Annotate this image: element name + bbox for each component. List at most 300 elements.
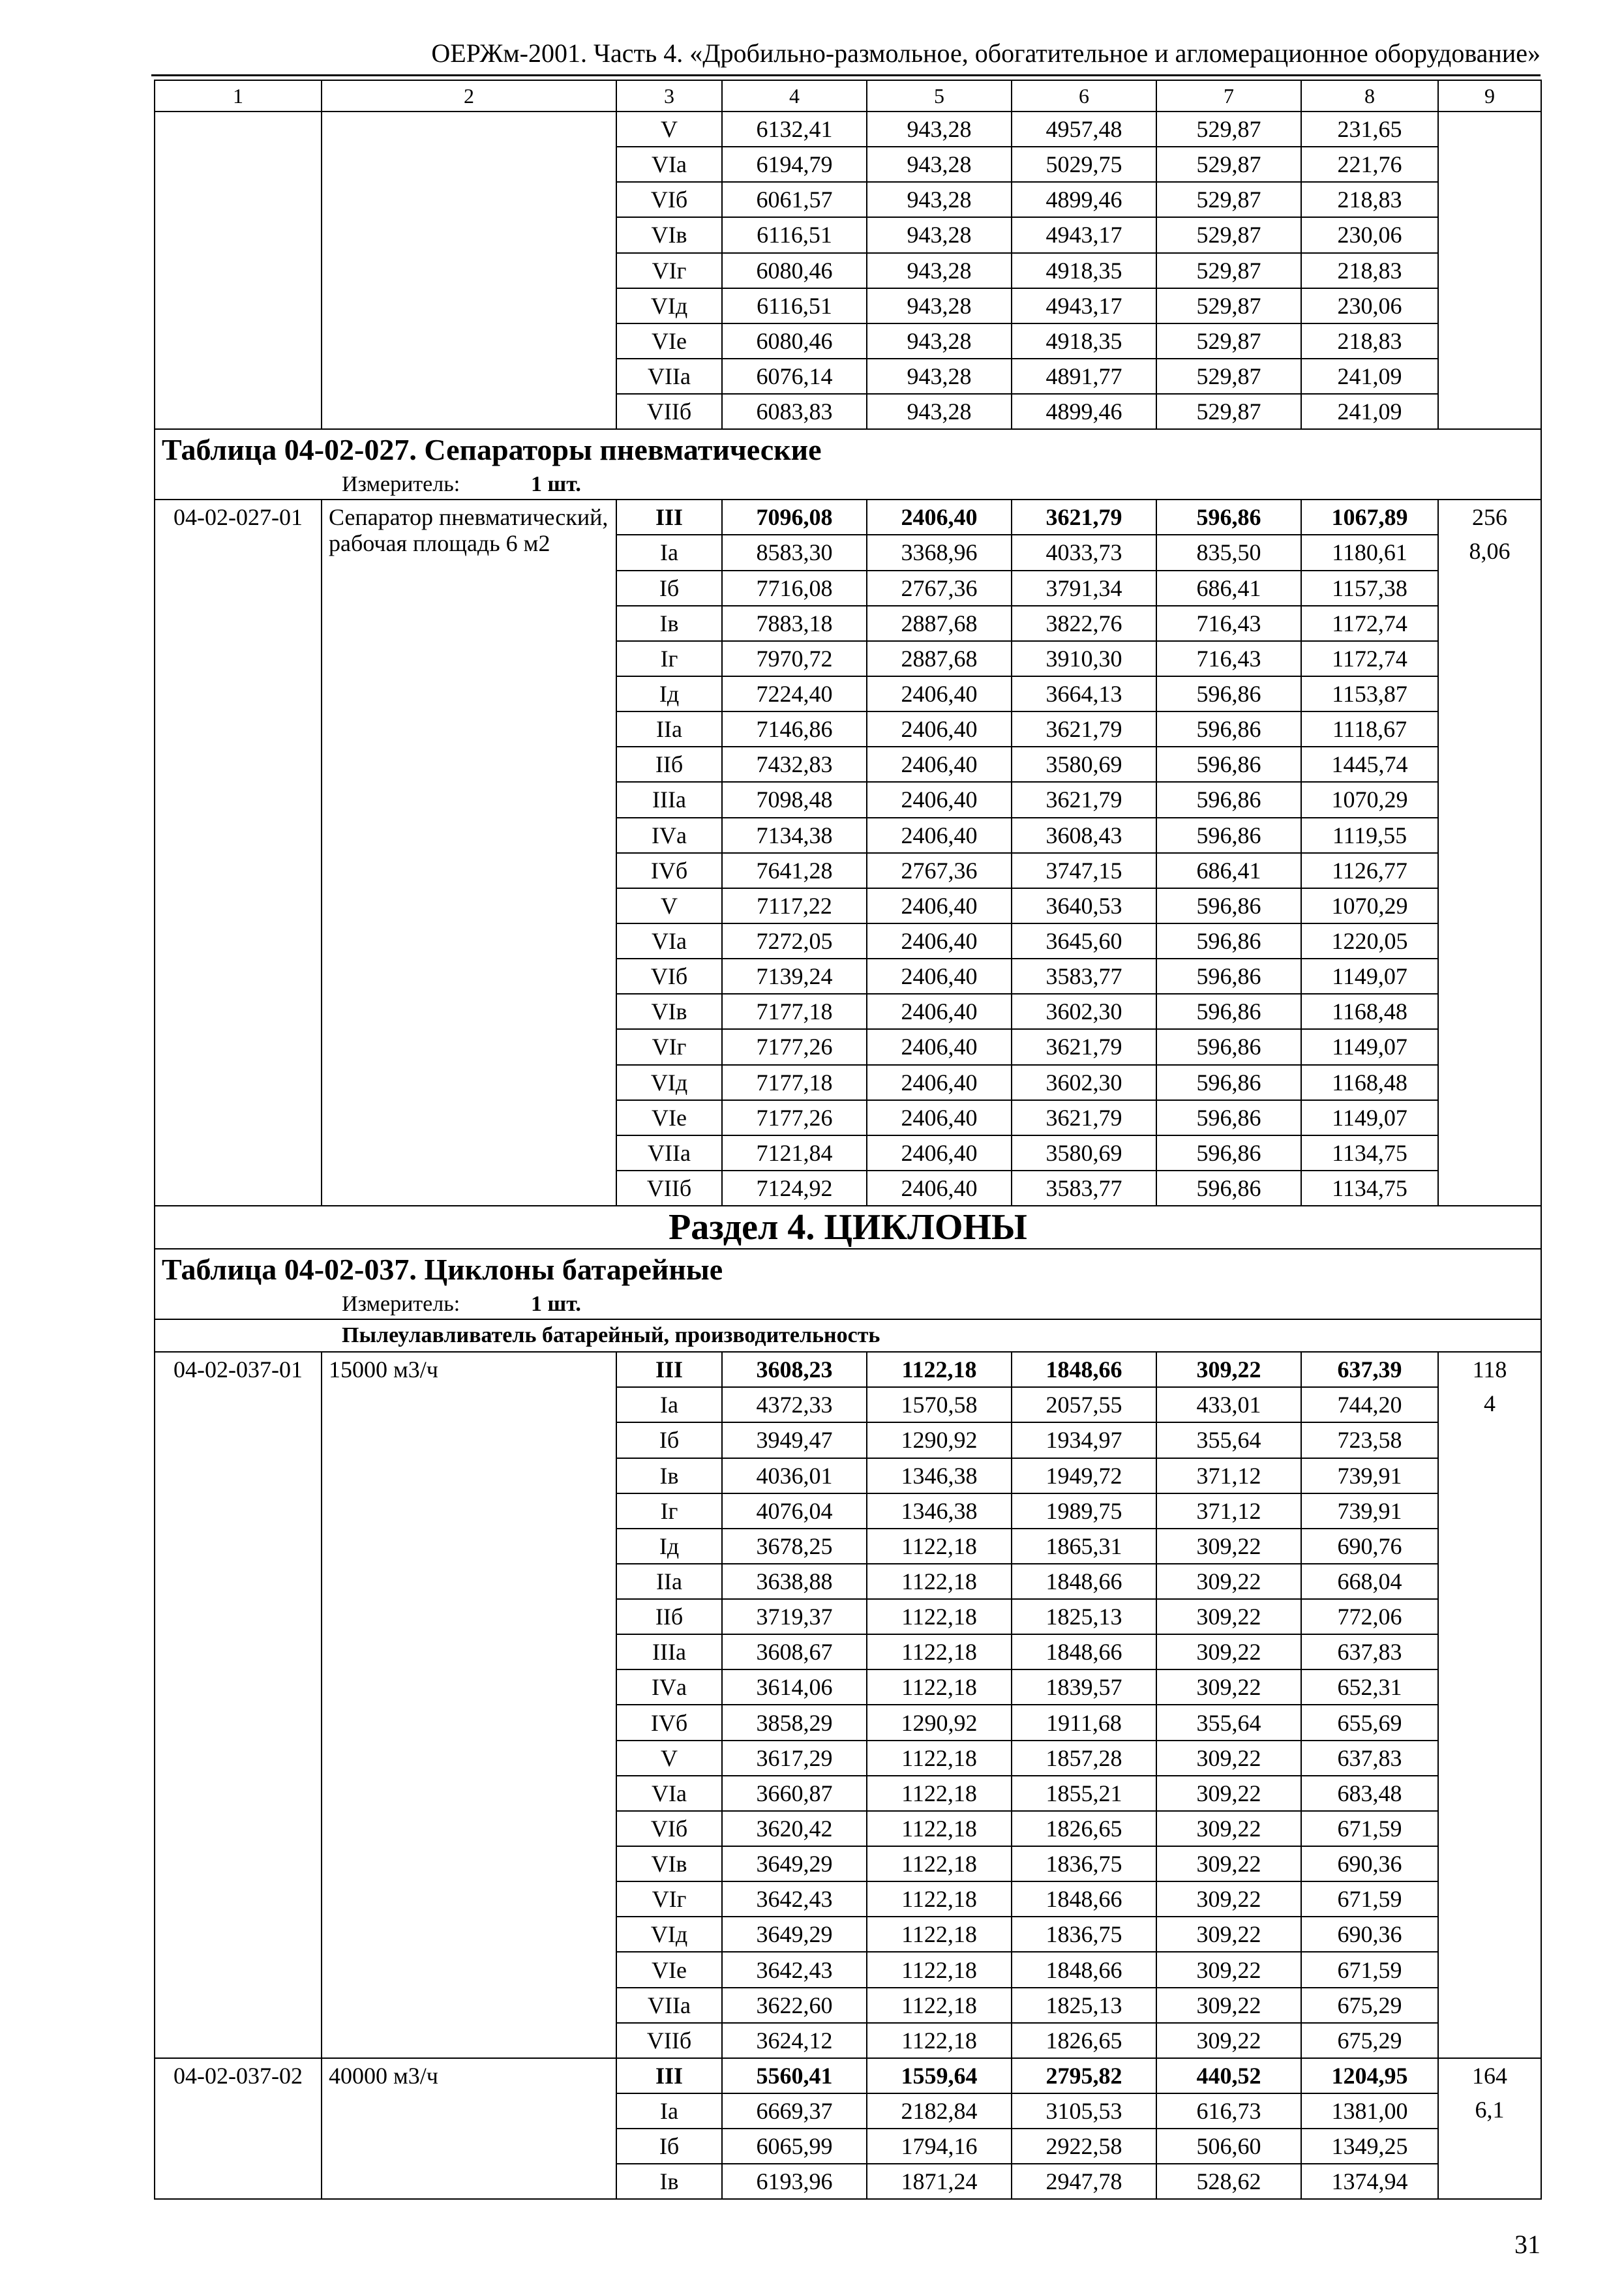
materials-cell: 1149,07 bbox=[1301, 1029, 1438, 1064]
materials-cell: 668,04 bbox=[1301, 1564, 1438, 1599]
machine-cost-cell: 1911,68 bbox=[1012, 1705, 1156, 1740]
zone-cell: Iв bbox=[616, 2164, 722, 2199]
materials-cell: 1168,48 bbox=[1301, 994, 1438, 1029]
total-cost-cell: 3660,87 bbox=[722, 1776, 867, 1811]
wages-cell: 2406,40 bbox=[867, 1065, 1012, 1100]
machine-cost-cell: 3583,77 bbox=[1012, 1171, 1156, 1206]
zone-cell: IVа bbox=[616, 818, 722, 853]
zone-cell: VIд bbox=[616, 1065, 722, 1100]
machine-cost-cell: 1949,72 bbox=[1012, 1458, 1156, 1493]
machine-cost-cell: 3583,77 bbox=[1012, 959, 1156, 994]
wages-cell: 943,28 bbox=[867, 323, 1012, 359]
wages-cell: 2406,40 bbox=[867, 923, 1012, 959]
total-cost-cell: 6116,51 bbox=[722, 217, 867, 252]
unit-row bbox=[155, 470, 1541, 500]
machinist-wages-cell: 596,86 bbox=[1156, 1029, 1301, 1064]
zone-cell: Iд bbox=[616, 1529, 722, 1564]
total-cost-cell: 8583,30 bbox=[722, 535, 867, 570]
total-cost-cell: 4076,04 bbox=[722, 1493, 867, 1529]
labor-cell bbox=[1438, 2058, 1541, 2200]
total-cost-cell: 3638,88 bbox=[722, 1564, 867, 1599]
machine-cost-cell: 1825,13 bbox=[1012, 1988, 1156, 2023]
machinist-wages-cell: 596,86 bbox=[1156, 782, 1301, 817]
zone-cell: VIг bbox=[616, 1029, 722, 1064]
materials-cell: 1118,67 bbox=[1301, 711, 1438, 747]
materials-cell: 739,91 bbox=[1301, 1493, 1438, 1529]
machine-cost-cell: 1839,57 bbox=[1012, 1669, 1156, 1705]
machine-cost-cell: 3602,30 bbox=[1012, 1065, 1156, 1100]
machinist-wages-cell: 596,86 bbox=[1156, 711, 1301, 747]
zone-cell: VIе bbox=[616, 1952, 722, 1987]
machine-cost-cell: 3105,53 bbox=[1012, 2093, 1156, 2129]
wages-cell: 2406,40 bbox=[867, 500, 1012, 535]
materials-cell: 1119,55 bbox=[1301, 818, 1438, 853]
machinist-wages-cell: 371,12 bbox=[1156, 1493, 1301, 1529]
machine-cost-cell: 4899,46 bbox=[1012, 394, 1156, 429]
unit-label: Измеритель: bbox=[342, 472, 460, 497]
column-number: 2 bbox=[322, 80, 616, 112]
total-cost-cell: 3642,43 bbox=[722, 1952, 867, 1987]
zone-cell: IIб bbox=[616, 1599, 722, 1634]
wages-cell: 2406,40 bbox=[867, 959, 1012, 994]
labor-cost-value: 256 bbox=[1472, 504, 1507, 531]
machinist-wages-cell: 529,87 bbox=[1156, 182, 1301, 217]
table-title-row bbox=[155, 1249, 1541, 1290]
wages-cell: 1871,24 bbox=[867, 2164, 1012, 2199]
zone-cell: III bbox=[616, 1352, 722, 1387]
zone-cell: IVб bbox=[616, 853, 722, 888]
machinist-wages-cell: 529,87 bbox=[1156, 323, 1301, 359]
machinist-wages-cell: 506,60 bbox=[1156, 2129, 1301, 2164]
zone-cell: Iг bbox=[616, 1493, 722, 1529]
zone-cell: VIв bbox=[616, 1846, 722, 1881]
machinist-wages-cell: 596,86 bbox=[1156, 1100, 1301, 1135]
wages-cell: 943,28 bbox=[867, 147, 1012, 182]
zone-cell: VIв bbox=[616, 217, 722, 252]
machine-cost-cell: 1836,75 bbox=[1012, 1917, 1156, 1952]
total-cost-cell: 4036,01 bbox=[722, 1458, 867, 1493]
machinist-labor-value: 6,1 bbox=[1475, 2096, 1505, 2123]
wages-cell: 2406,40 bbox=[867, 747, 1012, 782]
machinist-wages-cell: 309,22 bbox=[1156, 1917, 1301, 1952]
wages-cell: 1122,18 bbox=[867, 1669, 1012, 1705]
materials-cell: 1374,94 bbox=[1301, 2164, 1438, 2199]
materials-cell: 744,20 bbox=[1301, 1387, 1438, 1422]
labor-cost-value: 118 bbox=[1472, 1356, 1507, 1383]
total-cost-cell: 7134,38 bbox=[722, 818, 867, 853]
total-cost-cell: 6193,96 bbox=[722, 2164, 867, 2199]
code-cell: 04-02-037-02 bbox=[155, 2058, 322, 2200]
machine-cost-cell: 1848,66 bbox=[1012, 1352, 1156, 1387]
machine-cost-cell: 3608,43 bbox=[1012, 818, 1156, 853]
machine-cost-cell: 2922,58 bbox=[1012, 2129, 1156, 2164]
table-row bbox=[155, 500, 1541, 535]
zone-cell: VIе bbox=[616, 1100, 722, 1135]
materials-cell: 1168,48 bbox=[1301, 1065, 1438, 1100]
materials-cell: 1157,38 bbox=[1301, 571, 1438, 606]
column-number: 8 bbox=[1301, 80, 1438, 112]
machine-cost-cell: 1848,66 bbox=[1012, 1634, 1156, 1669]
machine-cost-cell: 1826,65 bbox=[1012, 2023, 1156, 2058]
column-number-row bbox=[155, 80, 1541, 112]
unit-row bbox=[155, 1290, 1541, 1319]
price-table bbox=[154, 80, 1542, 2200]
machine-cost-cell: 1857,28 bbox=[1012, 1741, 1156, 1776]
code-cell: 04-02-027-01 bbox=[155, 500, 322, 1206]
zone-cell: V bbox=[616, 888, 722, 923]
machinist-wages-cell: 309,22 bbox=[1156, 1952, 1301, 1987]
total-cost-cell: 6080,46 bbox=[722, 253, 867, 288]
machinist-wages-cell: 309,22 bbox=[1156, 1564, 1301, 1599]
materials-cell: 1172,74 bbox=[1301, 641, 1438, 676]
total-cost-cell: 3642,43 bbox=[722, 1881, 867, 1917]
wages-cell: 2406,40 bbox=[867, 818, 1012, 853]
total-cost-cell: 3649,29 bbox=[722, 1917, 867, 1952]
zone-cell: III bbox=[616, 500, 722, 535]
total-cost-cell: 3608,67 bbox=[722, 1634, 867, 1669]
materials-cell: 241,09 bbox=[1301, 394, 1438, 429]
materials-cell: 1445,74 bbox=[1301, 747, 1438, 782]
zone-cell: VIг bbox=[616, 1881, 722, 1917]
machinist-wages-cell: 596,86 bbox=[1156, 923, 1301, 959]
wages-cell: 2406,40 bbox=[867, 1135, 1012, 1171]
materials-cell: 675,29 bbox=[1301, 2023, 1438, 2058]
total-cost-cell: 7177,26 bbox=[722, 1100, 867, 1135]
zone-cell: VIб bbox=[616, 959, 722, 994]
machine-cost-cell: 3621,79 bbox=[1012, 711, 1156, 747]
wages-cell: 2406,40 bbox=[867, 888, 1012, 923]
machine-cost-cell: 3621,79 bbox=[1012, 782, 1156, 817]
wages-cell: 1122,18 bbox=[867, 1564, 1012, 1599]
materials-cell: 230,06 bbox=[1301, 288, 1438, 323]
machinist-wages-cell: 309,22 bbox=[1156, 1352, 1301, 1387]
wages-cell: 1570,58 bbox=[867, 1387, 1012, 1422]
labor-cell bbox=[1438, 1352, 1541, 2058]
machinist-wages-cell: 835,50 bbox=[1156, 535, 1301, 570]
wages-cell: 1122,18 bbox=[867, 1776, 1012, 1811]
column-number: 6 bbox=[1012, 80, 1156, 112]
materials-cell: 1381,00 bbox=[1301, 2093, 1438, 2129]
machine-cost-cell: 3621,79 bbox=[1012, 1100, 1156, 1135]
machine-cost-cell: 2057,55 bbox=[1012, 1387, 1156, 1422]
machine-cost-cell: 3747,15 bbox=[1012, 853, 1156, 888]
wages-cell: 1122,18 bbox=[867, 2023, 1012, 2058]
machine-cost-cell: 3640,53 bbox=[1012, 888, 1156, 923]
name-cell: Сепаратор пневматический, рабочая площадь 6 м2 bbox=[322, 500, 616, 1206]
machinist-wages-cell: 596,86 bbox=[1156, 994, 1301, 1029]
materials-cell: 218,83 bbox=[1301, 182, 1438, 217]
materials-cell: 655,69 bbox=[1301, 1705, 1438, 1740]
machine-cost-cell: 1848,66 bbox=[1012, 1564, 1156, 1599]
materials-cell: 671,59 bbox=[1301, 1881, 1438, 1917]
machinist-wages-cell: 309,22 bbox=[1156, 1529, 1301, 1564]
unit-label: Измеритель: bbox=[342, 1292, 460, 1317]
total-cost-cell: 7224,40 bbox=[722, 676, 867, 711]
machinist-wages-cell: 440,52 bbox=[1156, 2058, 1301, 2093]
machinist-wages-cell: 309,22 bbox=[1156, 1846, 1301, 1881]
wages-cell: 2767,36 bbox=[867, 571, 1012, 606]
machine-cost-cell: 3580,69 bbox=[1012, 747, 1156, 782]
machinist-wages-cell: 716,43 bbox=[1156, 606, 1301, 641]
machine-cost-cell: 3664,13 bbox=[1012, 676, 1156, 711]
wages-cell: 1122,18 bbox=[867, 1952, 1012, 1987]
total-cost-cell: 7883,18 bbox=[722, 606, 867, 641]
machinist-wages-cell: 596,86 bbox=[1156, 747, 1301, 782]
wages-cell: 1122,18 bbox=[867, 1846, 1012, 1881]
materials-cell: 671,59 bbox=[1301, 1952, 1438, 1987]
section-title: Раздел 4. ЦИКЛОНЫ bbox=[155, 1206, 1541, 1249]
machinist-wages-cell: 686,41 bbox=[1156, 853, 1301, 888]
machinist-wages-cell: 309,22 bbox=[1156, 1988, 1301, 2023]
total-cost-cell: 7124,92 bbox=[722, 1171, 867, 1206]
total-cost-cell: 5560,41 bbox=[722, 2058, 867, 2093]
materials-cell: 241,09 bbox=[1301, 359, 1438, 394]
machinist-wages-cell: 309,22 bbox=[1156, 1669, 1301, 1705]
zone-cell: Iб bbox=[616, 2129, 722, 2164]
total-cost-cell: 3624,12 bbox=[722, 2023, 867, 2058]
wages-cell: 1122,18 bbox=[867, 1599, 1012, 1634]
machine-cost-cell: 3621,79 bbox=[1012, 1029, 1156, 1064]
machinist-wages-cell: 433,01 bbox=[1156, 1387, 1301, 1422]
wages-cell: 2406,40 bbox=[867, 1029, 1012, 1064]
wages-cell: 1122,18 bbox=[867, 1352, 1012, 1387]
wages-cell: 1346,38 bbox=[867, 1458, 1012, 1493]
machinist-wages-cell: 309,22 bbox=[1156, 2023, 1301, 2058]
wages-cell: 943,28 bbox=[867, 394, 1012, 429]
wages-cell: 943,28 bbox=[867, 217, 1012, 252]
machinist-wages-cell: 309,22 bbox=[1156, 1634, 1301, 1669]
zone-cell: IIIа bbox=[616, 1634, 722, 1669]
wages-cell: 1290,92 bbox=[867, 1705, 1012, 1740]
table-title-row bbox=[155, 429, 1541, 470]
machine-cost-cell: 4943,17 bbox=[1012, 217, 1156, 252]
machine-cost-cell: 1855,21 bbox=[1012, 1776, 1156, 1811]
materials-cell: 1149,07 bbox=[1301, 1100, 1438, 1135]
table-row bbox=[155, 1352, 1541, 1387]
total-cost-cell: 3858,29 bbox=[722, 1705, 867, 1740]
materials-cell: 1220,05 bbox=[1301, 923, 1438, 959]
section-row bbox=[155, 1206, 1541, 1249]
unit-value: 1 шт. bbox=[531, 472, 581, 497]
machinist-wages-cell: 528,62 bbox=[1156, 2164, 1301, 2199]
materials-cell: 230,06 bbox=[1301, 217, 1438, 252]
column-number: 1 bbox=[155, 80, 322, 112]
total-cost-cell: 6061,57 bbox=[722, 182, 867, 217]
machinist-wages-cell: 371,12 bbox=[1156, 1458, 1301, 1493]
zone-cell: VIIа bbox=[616, 1988, 722, 2023]
wages-cell: 1794,16 bbox=[867, 2129, 1012, 2164]
unit-value: 1 шт. bbox=[531, 1292, 581, 1317]
materials-cell: 1172,74 bbox=[1301, 606, 1438, 641]
machinist-wages-cell: 596,86 bbox=[1156, 1171, 1301, 1206]
wages-cell: 943,28 bbox=[867, 253, 1012, 288]
total-cost-cell: 6083,83 bbox=[722, 394, 867, 429]
materials-cell: 1070,29 bbox=[1301, 782, 1438, 817]
wages-cell: 1122,18 bbox=[867, 1741, 1012, 1776]
zone-cell: VIд bbox=[616, 1917, 722, 1952]
total-cost-cell: 7432,83 bbox=[722, 747, 867, 782]
total-cost-cell: 3608,23 bbox=[722, 1352, 867, 1387]
total-cost-cell: 7146,86 bbox=[722, 711, 867, 747]
zone-cell: VIб bbox=[616, 1811, 722, 1846]
machinist-wages-cell: 529,87 bbox=[1156, 253, 1301, 288]
column-number: 5 bbox=[867, 80, 1012, 112]
zone-cell: V bbox=[616, 112, 722, 147]
total-cost-cell: 4372,33 bbox=[722, 1387, 867, 1422]
table-title: Таблица 04-02-037. Циклоны батарейные bbox=[155, 1249, 1541, 1290]
zone-cell: VIд bbox=[616, 288, 722, 323]
zone-cell: VIIа bbox=[616, 359, 722, 394]
total-cost-cell: 6132,41 bbox=[722, 112, 867, 147]
zone-cell: IVб bbox=[616, 1705, 722, 1740]
machine-cost-cell: 4891,77 bbox=[1012, 359, 1156, 394]
total-cost-cell: 6116,51 bbox=[722, 288, 867, 323]
zone-cell: IVа bbox=[616, 1669, 722, 1705]
labor-cell bbox=[1438, 500, 1541, 1206]
wages-cell: 2406,40 bbox=[867, 676, 1012, 711]
total-cost-cell: 7177,26 bbox=[722, 1029, 867, 1064]
machinist-wages-cell: 596,86 bbox=[1156, 888, 1301, 923]
materials-cell: 1070,29 bbox=[1301, 888, 1438, 923]
materials-cell: 1180,61 bbox=[1301, 535, 1438, 570]
machinist-wages-cell: 716,43 bbox=[1156, 641, 1301, 676]
materials-cell: 671,59 bbox=[1301, 1811, 1438, 1846]
zone-cell: VIе bbox=[616, 323, 722, 359]
machine-cost-cell: 3580,69 bbox=[1012, 1135, 1156, 1171]
total-cost-cell: 7716,08 bbox=[722, 571, 867, 606]
machinist-wages-cell: 616,73 bbox=[1156, 2093, 1301, 2129]
wages-cell: 2406,40 bbox=[867, 1171, 1012, 1206]
machinist-wages-cell: 596,86 bbox=[1156, 1065, 1301, 1100]
wages-cell: 1346,38 bbox=[867, 1493, 1012, 1529]
materials-cell: 221,76 bbox=[1301, 147, 1438, 182]
total-cost-cell: 6669,37 bbox=[722, 2093, 867, 2129]
zone-cell: VIIб bbox=[616, 394, 722, 429]
zone-cell: VIIа bbox=[616, 1135, 722, 1171]
zone-cell: Iа bbox=[616, 535, 722, 570]
wages-cell: 1290,92 bbox=[867, 1422, 1012, 1458]
machinist-wages-cell: 596,86 bbox=[1156, 959, 1301, 994]
materials-cell: 675,29 bbox=[1301, 1988, 1438, 2023]
machinist-wages-cell: 355,64 bbox=[1156, 1705, 1301, 1740]
table-row bbox=[155, 112, 1541, 147]
wages-cell: 1122,18 bbox=[867, 1917, 1012, 1952]
total-cost-cell: 6065,99 bbox=[722, 2129, 867, 2164]
materials-cell: 1126,77 bbox=[1301, 853, 1438, 888]
materials-cell: 772,06 bbox=[1301, 1599, 1438, 1634]
machine-cost-cell: 4918,35 bbox=[1012, 323, 1156, 359]
zone-cell: VIг bbox=[616, 253, 722, 288]
machinist-wages-cell: 686,41 bbox=[1156, 571, 1301, 606]
total-cost-cell: 7641,28 bbox=[722, 853, 867, 888]
machinist-wages-cell: 529,87 bbox=[1156, 217, 1301, 252]
wages-cell: 2406,40 bbox=[867, 994, 1012, 1029]
machinist-labor-value: 8,06 bbox=[1469, 538, 1511, 565]
total-cost-cell: 3649,29 bbox=[722, 1846, 867, 1881]
zone-cell: Iг bbox=[616, 641, 722, 676]
wages-cell: 1122,18 bbox=[867, 1634, 1012, 1669]
zone-cell: IIIа bbox=[616, 782, 722, 817]
zone-cell: III bbox=[616, 2058, 722, 2093]
column-number: 4 bbox=[722, 80, 867, 112]
machine-cost-cell: 5029,75 bbox=[1012, 147, 1156, 182]
zone-cell: VIв bbox=[616, 994, 722, 1029]
unit-cell bbox=[155, 1290, 1541, 1319]
machine-cost-cell: 3645,60 bbox=[1012, 923, 1156, 959]
machine-cost-cell: 3822,76 bbox=[1012, 606, 1156, 641]
machine-cost-cell: 1934,97 bbox=[1012, 1422, 1156, 1458]
machinist-labor-value: 4 bbox=[1484, 1390, 1496, 1417]
total-cost-cell: 7117,22 bbox=[722, 888, 867, 923]
machine-cost-cell: 4899,46 bbox=[1012, 182, 1156, 217]
subheader-row bbox=[155, 1319, 1541, 1352]
zone-cell: Iб bbox=[616, 571, 722, 606]
column-number: 7 bbox=[1156, 80, 1301, 112]
zone-cell: IIа bbox=[616, 711, 722, 747]
machinist-wages-cell: 529,87 bbox=[1156, 147, 1301, 182]
wages-cell: 1122,18 bbox=[867, 1988, 1012, 2023]
materials-cell: 1204,95 bbox=[1301, 2058, 1438, 2093]
machine-cost-cell: 3602,30 bbox=[1012, 994, 1156, 1029]
code-cell: 04-02-037-01 bbox=[155, 1352, 322, 2058]
total-cost-cell: 7139,24 bbox=[722, 959, 867, 994]
wages-cell: 1559,64 bbox=[867, 2058, 1012, 2093]
machinist-wages-cell: 529,87 bbox=[1156, 359, 1301, 394]
wages-cell: 943,28 bbox=[867, 182, 1012, 217]
name-cell: 15000 м3/ч bbox=[322, 1352, 616, 2058]
wages-cell: 3368,96 bbox=[867, 535, 1012, 570]
zone-cell: IIб bbox=[616, 747, 722, 782]
column-number: 3 bbox=[616, 80, 722, 112]
materials-cell: 1134,75 bbox=[1301, 1135, 1438, 1171]
materials-cell: 1149,07 bbox=[1301, 959, 1438, 994]
machinist-wages-cell: 596,86 bbox=[1156, 1135, 1301, 1171]
total-cost-cell: 6080,46 bbox=[722, 323, 867, 359]
zone-cell: Iа bbox=[616, 2093, 722, 2129]
wages-cell: 2406,40 bbox=[867, 782, 1012, 817]
machinist-wages-cell: 309,22 bbox=[1156, 1811, 1301, 1846]
code-cell bbox=[155, 112, 322, 429]
materials-cell: 683,48 bbox=[1301, 1776, 1438, 1811]
machine-cost-cell: 4033,73 bbox=[1012, 535, 1156, 570]
wages-cell: 1122,18 bbox=[867, 1529, 1012, 1564]
total-cost-cell: 7177,18 bbox=[722, 1065, 867, 1100]
wages-cell: 1122,18 bbox=[867, 1811, 1012, 1846]
unit-cell bbox=[155, 470, 1541, 500]
total-cost-cell: 3614,06 bbox=[722, 1669, 867, 1705]
zone-cell: VIа bbox=[616, 923, 722, 959]
table-row bbox=[155, 2058, 1541, 2093]
machine-cost-cell: 4957,48 bbox=[1012, 112, 1156, 147]
machinist-wages-cell: 596,86 bbox=[1156, 818, 1301, 853]
wages-cell: 2182,84 bbox=[867, 2093, 1012, 2129]
wages-cell: 2767,36 bbox=[867, 853, 1012, 888]
page-number: 31 bbox=[1514, 2230, 1541, 2259]
wages-cell: 2887,68 bbox=[867, 606, 1012, 641]
zone-cell: VIб bbox=[616, 182, 722, 217]
extra-cell bbox=[1438, 112, 1541, 429]
machinist-wages-cell: 596,86 bbox=[1156, 500, 1301, 535]
zone-cell: Iб bbox=[616, 1422, 722, 1458]
total-cost-cell: 7098,48 bbox=[722, 782, 867, 817]
materials-cell: 218,83 bbox=[1301, 323, 1438, 359]
total-cost-cell: 7096,08 bbox=[722, 500, 867, 535]
materials-cell: 218,83 bbox=[1301, 253, 1438, 288]
zone-cell: VIа bbox=[616, 147, 722, 182]
zone-cell: VIIб bbox=[616, 2023, 722, 2058]
zone-cell: Iв bbox=[616, 606, 722, 641]
machine-cost-cell: 2947,78 bbox=[1012, 2164, 1156, 2199]
